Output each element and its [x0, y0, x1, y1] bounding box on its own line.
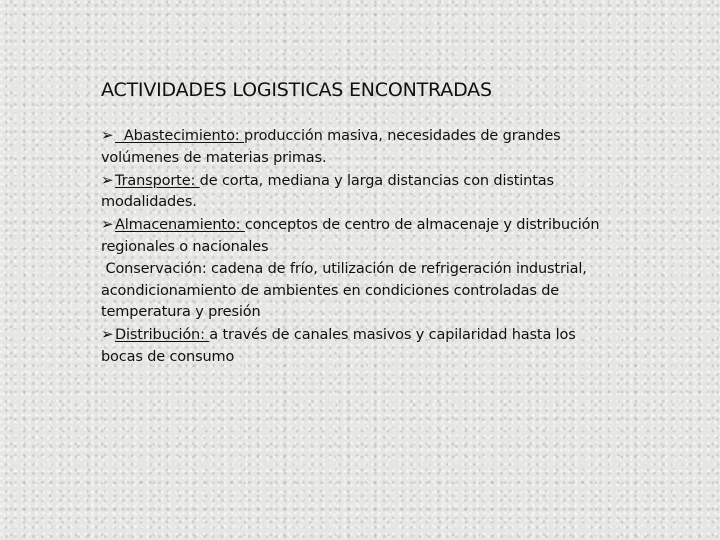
term-transporte: Transporte: [115, 172, 200, 189]
slide-body [101, 125, 616, 369]
slide-title: ACTIVIDADES LOGISTICAS ENCONTRADAS [101, 79, 492, 101]
list-item-almacenamiento [101, 214, 616, 259]
list-item-distribucion [101, 324, 616, 369]
arrow-bullet-icon: ➢ [101, 170, 114, 189]
text-distribucion: a través de canales masivos y capilaridad hasta los bocas de consumo [101, 327, 576, 365]
term-abastecimiento: Abastecimiento: [115, 128, 245, 144]
list-item-conservacion: Conservación: cadena de frío, utilización de refrigeración industrial, acondicionamiento de ambientes en condiciones controladas de temperatura y presión [101, 260, 592, 321]
term-distribucion: Distribución: [115, 327, 210, 344]
arrow-bullet-icon: ➢ [101, 325, 114, 344]
list-item-abastecimiento [101, 125, 616, 170]
text-almacenamiento: conceptos de centro de almacenaje y distribución regionales o nacionales [101, 217, 600, 255]
term-almacenamiento: Almacenamiento: [115, 217, 245, 234]
arrow-bullet-icon: ➢ [101, 126, 114, 144]
list-item-transporte [101, 170, 616, 215]
arrow-bullet-icon: ➢ [101, 215, 114, 234]
text-abastecimiento: producción masiva, necesidades de grandes volúmenes de materias primas. [101, 128, 561, 166]
text-transporte: de corta, mediana y larga distancias con distintas modalidades. [101, 172, 554, 211]
